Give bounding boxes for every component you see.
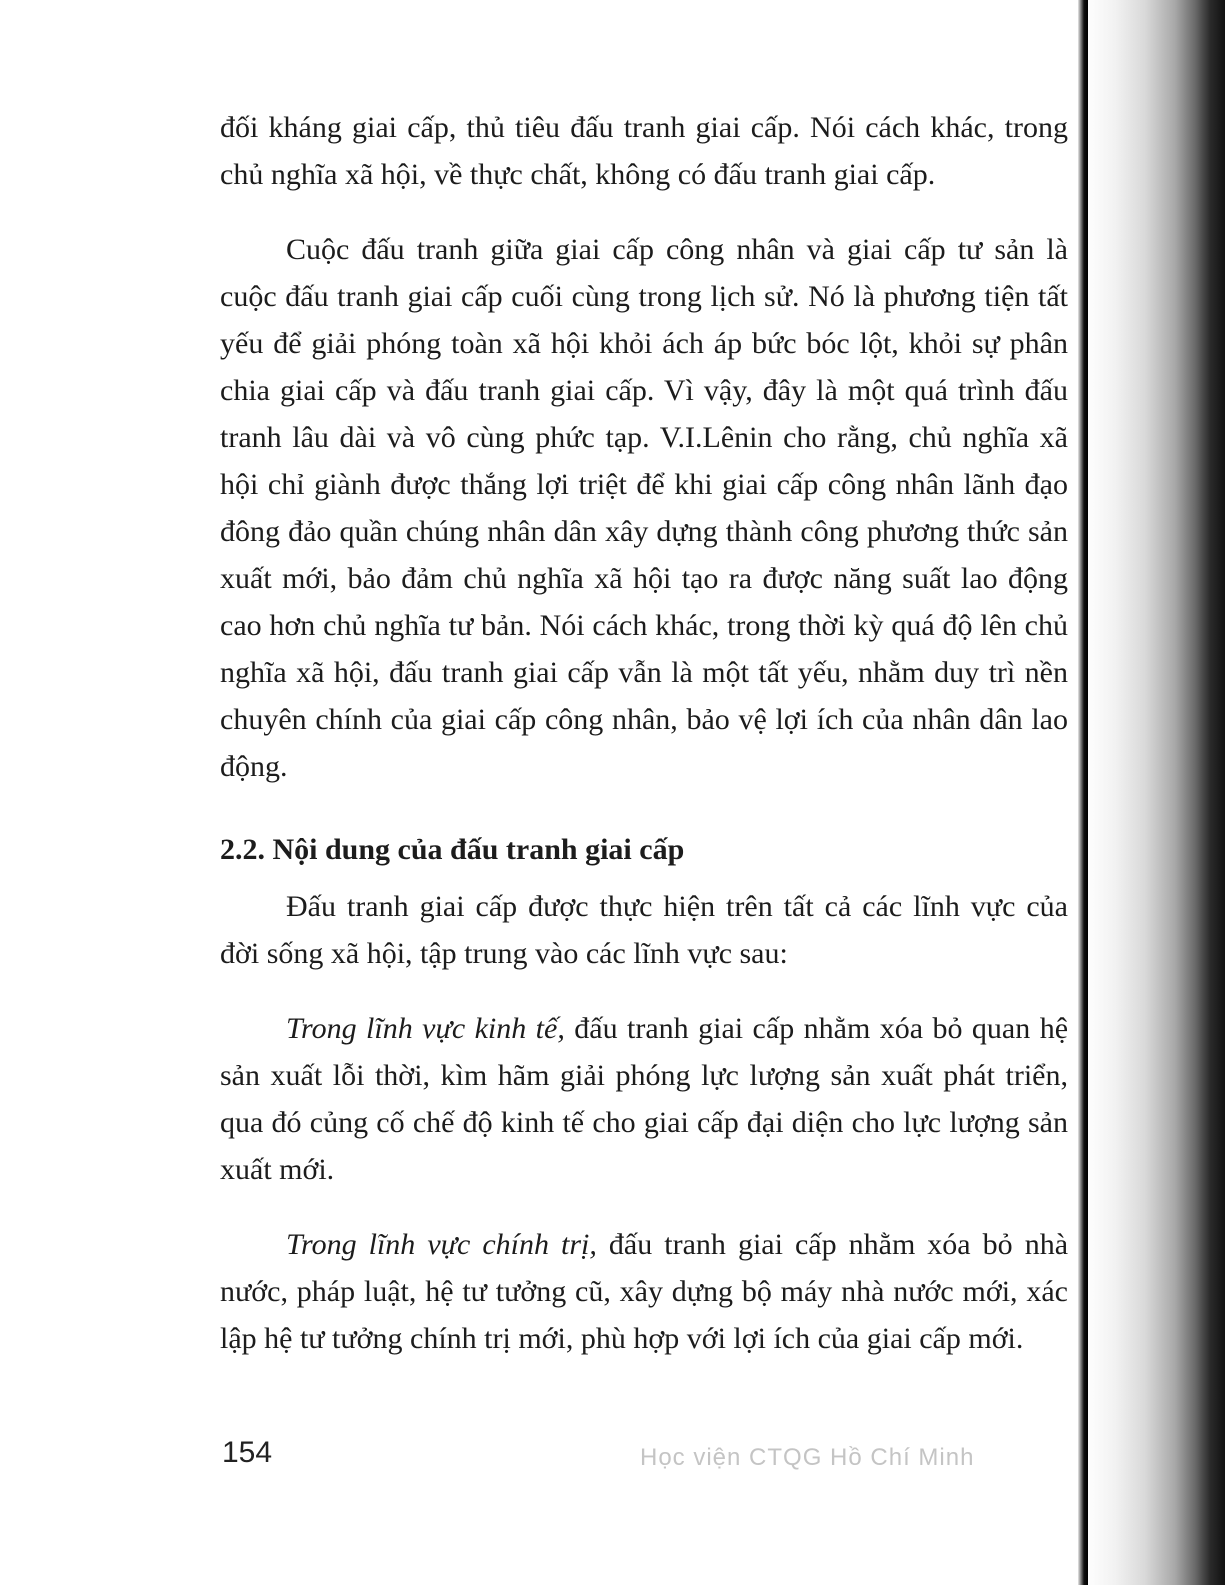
paragraph-class-struggle: Cuộc đấu tranh giữa giai cấp công nhân và giai cấp tư sản là cuộc đấu tranh giai cấp cuối cùng trong lịch sử. Nó là phương tiện tất yếu để giải phóng toàn xã hội khỏi ách áp bức bóc lột, khỏi sự phân chia giai cấp và đấu tranh giai cấp. Vì vậy, đây là một quá trình đấu tranh lâu dài và vô cùng phức tạp. V.I.Lênin cho rằng, chủ nghĩa xã hội chỉ giành được thắng lợi triệt để khi giai cấp công nhân lãnh đạo đông đảo quần chúng nhân dân xây dựng thành công phương thức sản xuất mới, bảo đảm chủ nghĩa xã hội tạo ra được năng suất lao động cao hơn chủ nghĩa tư bản. Nói cách khác, trong thời kỳ quá độ lên chủ nghĩa xã hội, đấu tranh giai cấp vẫn là một tất yếu, nhằm duy trì nền chuyên chính của giai cấp công nhân, bảo vệ lợi ích của nhân dân lao động. (220, 233, 1068, 783)
paragraph-continued: đối kháng giai cấp, thủ tiêu đấu tranh giai cấp. Nói cách khác, trong chủ nghĩa xã hội, về thực chất, không có đấu tranh giai cấp. (220, 111, 1068, 191)
paragraph-fields: Đấu tranh giai cấp được thực hiện trên tất cả các lĩnh vực của đời sống xã hội, tập trung vào các lĩnh vực sau: (220, 890, 1068, 970)
page-edge (1078, 0, 1088, 1585)
economic-lead: Trong lĩnh vực kinh tế, (286, 1012, 565, 1045)
paragraph-economic (220, 1005, 1068, 1193)
page-number: 154 (222, 1436, 273, 1469)
binding-shadow (1085, 0, 1225, 1585)
section-heading: 2.2. Nội dung của đấu tranh giai cấp (220, 833, 685, 866)
political-lead: Trong lĩnh vực chính trị, (286, 1228, 597, 1261)
watermark: Học viện CTQG Hồ Chí Minh (640, 1444, 975, 1471)
paragraph-political (220, 1221, 1068, 1362)
political-text: đấu tranh giai cấp nhằm xóa bỏ nhà nước, pháp luật, hệ tư tưởng cũ, xây dựng bộ máy nhà nước mới, xác lập hệ tư tưởng chính trị mới, phù hợp với lợi ích của giai cấp mới. (220, 1228, 1069, 1355)
economic-text: đấu tranh giai cấp nhằm xóa bỏ quan hệ sản xuất lỗi thời, kìm hãm giải phóng lực lượng sản xuất phát triển, qua đó củng cố chế độ kinh tế cho giai cấp đại diện cho lực lượng sản xuất mới. (220, 1012, 1069, 1186)
body-text (220, 104, 1068, 1362)
